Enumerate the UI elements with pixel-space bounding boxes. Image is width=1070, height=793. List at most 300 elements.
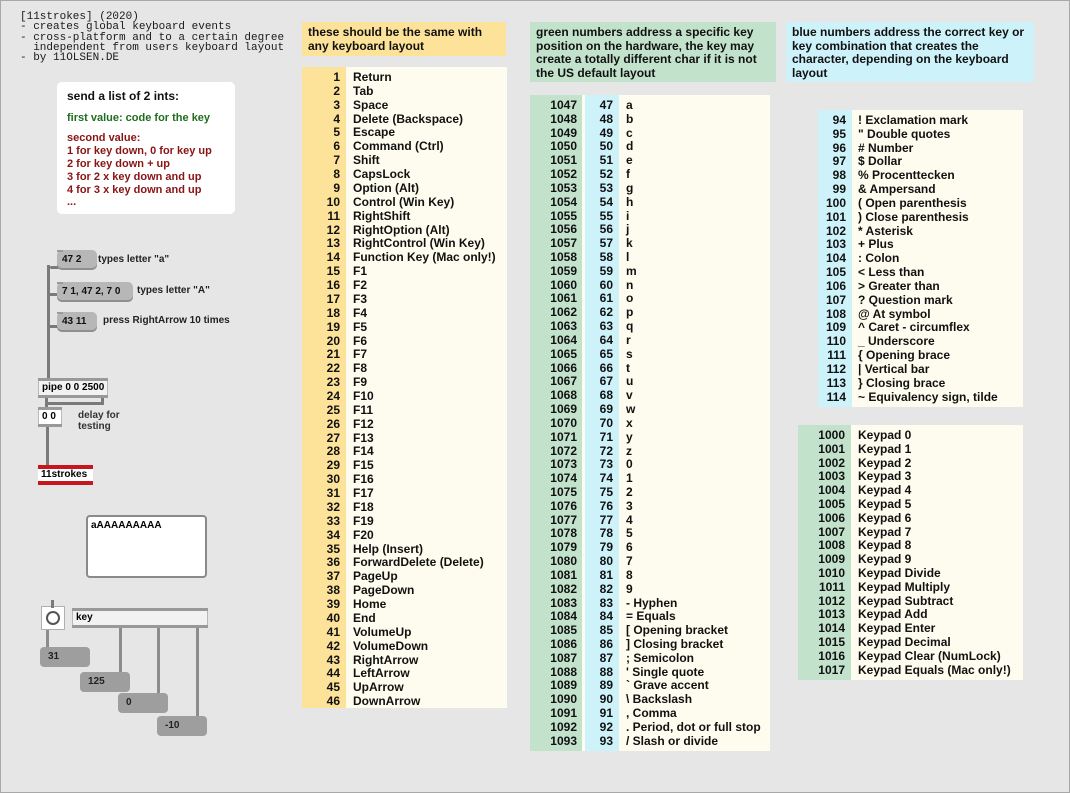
green-character: a (626, 98, 633, 112)
green-row (530, 526, 770, 540)
yellow-label: Return (353, 70, 392, 84)
green-row (530, 678, 770, 692)
green-row (530, 333, 770, 347)
green-row (530, 485, 770, 499)
green-character: 7 (626, 554, 633, 569)
blue-row (818, 141, 1023, 155)
info-second-line: 3 for 2 x key down and up (67, 171, 202, 183)
green-layout-code: 66 (599, 360, 613, 375)
yellow-label: RightArrow (353, 652, 419, 667)
green-character: s (626, 346, 633, 361)
inlet-bar (38, 407, 62, 410)
yellow-label: F15 (353, 458, 374, 473)
blue-code: 110 (826, 334, 846, 349)
yellow-label: F2 (353, 278, 368, 293)
keypad-label: Keypad 0 (858, 428, 912, 442)
blue-row (818, 320, 1023, 334)
blue-character: | Vertical bar (858, 361, 930, 376)
green-row (530, 582, 770, 596)
green-layout-code: 75 (599, 484, 613, 499)
green-character: 3 (626, 498, 633, 513)
yellow-row (302, 167, 507, 181)
blue-code: 106 (825, 278, 846, 293)
green-layout-code: 50 (599, 139, 613, 154)
blue-character: + Plus (858, 237, 894, 252)
green-hardware-code: 1062 (550, 305, 577, 320)
green-layout-code: 81 (599, 567, 613, 582)
blue-row (818, 334, 1023, 348)
inlet-bar (72, 608, 208, 611)
blue-character: ~ Equivalency sign, tilde (858, 389, 998, 404)
yellow-row (302, 98, 507, 112)
green-layout-code: 60 (599, 277, 613, 292)
green-character: f (626, 167, 630, 182)
green-layout-code: 53 (599, 180, 613, 195)
green-layout-code: 74 (599, 471, 613, 486)
yellow-label: F3 (353, 291, 368, 306)
yellow-code: 45 (326, 680, 340, 695)
yellow-label: Space (353, 97, 389, 112)
blue-character: * Asterisk (858, 223, 913, 238)
green-hardware-code: 1063 (550, 319, 577, 334)
info-title: send a list of 2 ints: (67, 89, 180, 103)
green-hardware-code: 1076 (550, 498, 577, 513)
yellow-label: F18 (353, 499, 374, 514)
green-hardware-code: 1050 (550, 139, 577, 154)
yellow-label: F14 (353, 444, 374, 459)
pipe-object[interactable] (38, 380, 108, 396)
keypad-row (798, 552, 1023, 566)
blue-character: } Closing brace (858, 375, 946, 390)
keypad-code: 1012 (818, 593, 845, 608)
yellow-code: 18 (326, 305, 340, 320)
yellow-code: 32 (326, 499, 340, 514)
yellow-code: 44 (326, 666, 340, 681)
toggle-button[interactable] (41, 606, 65, 630)
blue-code: 94 (832, 113, 846, 127)
yellow-label: F8 (353, 361, 368, 376)
green-layout-code: 89 (599, 678, 613, 693)
green-layout-code: 80 (599, 554, 613, 569)
yellow-label: End (353, 610, 376, 625)
green-character: z (626, 443, 632, 458)
patch-cord (196, 622, 199, 718)
keypad-row (798, 607, 1023, 621)
info-second-line: ... (67, 196, 77, 208)
green-row (530, 222, 770, 236)
green-hardware-code: 1061 (550, 291, 577, 306)
keypad-row (798, 483, 1023, 497)
blue-row (818, 196, 1023, 210)
yellow-label: Delete (Backspace) (353, 111, 464, 126)
green-row (530, 430, 770, 444)
green-row (530, 554, 770, 568)
green-hardware-code: 1085 (550, 623, 577, 638)
yellow-code: 2 (333, 83, 340, 98)
header-line: - by 11OLSEN.DE (20, 52, 120, 65)
green-layout-code: 92 (599, 719, 613, 734)
keypad-row (798, 594, 1023, 608)
keypad-row (798, 621, 1023, 635)
green-layout-code: 86 (599, 636, 613, 651)
keypad-label: Keypad 5 (858, 497, 912, 511)
yellow-code: 25 (326, 402, 340, 417)
green-row (530, 734, 770, 748)
yellow-code: 15 (326, 264, 340, 279)
patch-cord (46, 424, 49, 466)
yellow-label: F11 (353, 402, 374, 417)
yellow-row (302, 236, 507, 250)
green-layout-code: 73 (599, 457, 613, 472)
green-row (530, 181, 770, 195)
blue-character: " Double quotes (858, 126, 951, 141)
green-character: p (626, 305, 634, 320)
header-line: - cross-platform and to a certain degree (20, 31, 285, 44)
yellow-row (302, 417, 507, 431)
green-character: m (626, 263, 637, 278)
green-row (530, 112, 770, 126)
message-comment: press RightArrow 10 times (103, 315, 230, 326)
green-character: = Equals (626, 609, 676, 624)
strokes-object[interactable] (38, 465, 93, 485)
green-character: \ Backslash (626, 692, 693, 707)
green-character: t (626, 360, 630, 375)
keypad-row (798, 497, 1023, 511)
keypad-code: 1006 (818, 510, 845, 525)
yellow-label: F10 (353, 389, 374, 403)
green-row (530, 374, 770, 388)
keypad-code: 1013 (818, 607, 845, 622)
green-hardware-code: 1068 (550, 388, 577, 403)
green-hardware-code: 1079 (550, 540, 577, 555)
green-character: u (626, 374, 634, 389)
green-row (530, 209, 770, 223)
outlet-bar (72, 625, 208, 628)
keypad-row (798, 566, 1023, 580)
green-character: 9 (626, 581, 633, 596)
number-box-key[interactable]: 31 (40, 647, 90, 667)
yellow-label: Help (Insert) (353, 541, 424, 556)
blue-code: 95 (832, 126, 846, 141)
green-row (530, 637, 770, 651)
green-hardware-code: 1072 (550, 443, 577, 458)
green-layout-code: 61 (599, 291, 613, 306)
green-layout-code: 48 (599, 111, 613, 126)
message-box-47-2[interactable]: 47 2 (57, 250, 97, 270)
green-character: k (626, 236, 633, 251)
blue-code: 113 (826, 375, 846, 390)
green-layout-code: 54 (599, 194, 613, 209)
green-layout-code: 59 (599, 263, 613, 278)
green-character: 8 (626, 567, 633, 582)
keypad-label: Keypad Subtract (858, 593, 954, 608)
blue-row (818, 224, 1023, 238)
yellow-code: 17 (326, 291, 340, 306)
yellow-code: 39 (326, 597, 340, 612)
blue-header: blue numbers address the correct key or key combination that creates the character, depending on the keyboard layout (786, 22, 1034, 82)
green-hardware-code: 1080 (550, 554, 577, 569)
green-hardware-code: 1081 (550, 567, 577, 582)
yellow-label: VolumeDown (353, 638, 429, 653)
number-box-character[interactable]: -10 (157, 716, 207, 736)
green-row (530, 540, 770, 554)
green-layout-code: 84 (599, 609, 613, 624)
yellow-row (302, 112, 507, 126)
yellow-row (302, 223, 507, 237)
blue-character: $ Dollar (858, 154, 903, 169)
yellow-row (302, 320, 507, 334)
green-hardware-code: 1052 (550, 167, 577, 182)
green-row (530, 361, 770, 375)
green-character: v (626, 388, 633, 403)
yellow-code: 34 (326, 527, 340, 542)
green-row (530, 278, 770, 292)
yellow-row (302, 597, 507, 611)
blue-code: 114 (826, 389, 846, 404)
green-character: i (626, 208, 630, 223)
green-character: 0 (626, 457, 633, 472)
green-row (530, 720, 770, 734)
yellow-code: 10 (326, 194, 340, 209)
blue-code: 107 (825, 292, 846, 307)
yellow-label: Shift (353, 153, 380, 168)
info-second-title: second value: (67, 132, 141, 144)
yellow-code: 3 (333, 97, 340, 112)
blue-code: 102 (825, 223, 846, 238)
green-character: - Hyphen (626, 595, 678, 610)
keypad-row (798, 456, 1023, 470)
yellow-label: ForwardDelete (Delete) (353, 555, 484, 570)
yellow-code: 28 (326, 444, 340, 459)
green-row (530, 305, 770, 319)
yellow-row (302, 403, 507, 417)
green-character: l (626, 250, 630, 265)
green-hardware-code: 1049 (550, 125, 577, 140)
yellow-code: 43 (326, 652, 340, 667)
green-hardware-code: 1067 (550, 374, 577, 389)
keypad-code: 1007 (818, 524, 845, 539)
strokes-label: 11strokes (41, 469, 88, 480)
green-layout-code: 64 (599, 332, 613, 347)
green-row (530, 153, 770, 167)
yellow-code: 22 (326, 361, 340, 376)
green-layout-code: 52 (599, 167, 613, 182)
yellow-header: these should be the same with any keyboard layout (302, 22, 506, 56)
green-hardware-code: 1083 (550, 595, 577, 610)
blue-row (818, 348, 1023, 362)
green-hardware-code: 1078 (550, 526, 577, 541)
keypad-panel (798, 425, 1023, 680)
yellow-code: 12 (326, 222, 340, 237)
green-character: n (626, 277, 634, 292)
green-layout-code: 47 (599, 98, 613, 112)
blue-row (818, 168, 1023, 182)
green-hardware-code: 1070 (550, 415, 577, 430)
green-hardware-code: 1089 (550, 678, 577, 693)
green-hardware-code: 1060 (550, 277, 577, 292)
green-character: r (626, 332, 631, 347)
green-character: 5 (626, 526, 633, 541)
toggle-circle-icon (46, 611, 60, 625)
green-layout-code: 58 (599, 250, 613, 265)
keypad-label: Keypad Clear (NumLock) (858, 648, 1001, 663)
green-character: [ Opening bracket (626, 623, 729, 638)
yellow-row (302, 195, 507, 209)
keypad-code: 1004 (818, 483, 845, 498)
green-character: 6 (626, 540, 633, 555)
key-object[interactable] (72, 610, 208, 626)
yellow-row (302, 625, 507, 639)
message-comment: types letter "a" (98, 254, 170, 265)
number-box-keycode[interactable]: 125 (80, 672, 130, 692)
delay-message[interactable] (38, 409, 62, 425)
yellow-row (302, 500, 507, 514)
green-hardware-code: 1075 (550, 484, 577, 499)
green-hardware-code: 1064 (550, 332, 577, 347)
blue-panel (818, 110, 1023, 407)
yellow-label: RightOption (Alt) (353, 222, 450, 237)
yellow-label: F12 (353, 416, 374, 431)
yellow-code: 46 (326, 694, 340, 709)
yellow-row (302, 555, 507, 569)
green-layout-code: 69 (599, 402, 613, 417)
green-hardware-code: 1066 (550, 360, 577, 375)
blue-row (818, 265, 1023, 279)
keypad-row (798, 469, 1023, 483)
blue-character: ^ Caret - circumflex (858, 320, 970, 335)
yellow-code: 37 (326, 569, 340, 584)
keypad-label: Keypad 7 (858, 524, 912, 539)
keypad-code: 1017 (818, 662, 845, 677)
blue-character: : Colon (858, 251, 900, 266)
keypad-row (798, 580, 1023, 594)
green-character: 2 (626, 484, 633, 499)
yellow-code: 38 (326, 583, 340, 598)
green-character: ; Semicolon (626, 650, 695, 665)
green-hardware-code: 1069 (550, 402, 577, 417)
green-character: e (626, 153, 633, 168)
yellow-label: CapsLock (353, 167, 411, 182)
yellow-code: 5 (333, 125, 340, 140)
green-layout-code: 57 (599, 236, 613, 251)
yellow-label: F5 (353, 319, 368, 334)
yellow-label: LeftArrow (353, 666, 410, 681)
blue-code: 101 (825, 209, 846, 224)
blue-code: 104 (825, 251, 846, 266)
keypad-row (798, 525, 1023, 539)
green-hardware-code: 1084 (550, 609, 577, 624)
green-layout-code: 56 (599, 222, 613, 237)
blue-code: 96 (832, 140, 846, 155)
green-character: / Slash or divide (626, 733, 719, 748)
green-layout-code: 70 (599, 415, 613, 430)
info-first-value: first value: code for the key (67, 112, 211, 124)
number-box-modifiers[interactable]: 0 (118, 693, 168, 713)
yellow-label: PageUp (353, 569, 398, 584)
green-layout-code: 79 (599, 540, 613, 555)
green-hardware-code: 1077 (550, 512, 577, 527)
yellow-code: 11 (327, 208, 340, 223)
yellow-label: F7 (353, 347, 368, 362)
yellow-code: 29 (326, 458, 340, 473)
yellow-code: 16 (326, 278, 340, 293)
blue-code: 97 (832, 154, 846, 169)
header-line: independent from users keyboard layout (20, 41, 285, 54)
green-layout-code: 82 (599, 581, 613, 596)
green-hardware-code: 1086 (550, 636, 577, 651)
yellow-row (302, 542, 507, 556)
delay-comment (78, 410, 120, 432)
yellow-label: PageDown (353, 583, 415, 598)
green-hardware-code: 1057 (550, 236, 577, 251)
blue-character: # Number (858, 140, 914, 155)
green-hardware-code: 1071 (550, 429, 577, 444)
keypad-label: Keypad 3 (858, 469, 912, 484)
green-row (530, 236, 770, 250)
patch-cord (48, 402, 102, 405)
green-character: h (626, 194, 634, 209)
yellow-label: Command (Ctrl) (353, 139, 444, 154)
green-character: o (626, 291, 634, 306)
green-hardware-code: 1074 (550, 471, 577, 486)
yellow-row (302, 209, 507, 223)
green-row (530, 347, 770, 361)
green-layout-code: 87 (599, 650, 613, 665)
yellow-row (302, 84, 507, 98)
yellow-code: 1 (333, 70, 340, 84)
blue-character: ) Close parenthesis (858, 209, 969, 224)
green-character: q (626, 319, 634, 334)
outlet-bar (38, 395, 108, 398)
green-hardware-code: 1093 (550, 733, 577, 748)
green-layout-code: 62 (599, 305, 613, 320)
green-header: green numbers address a specific key position on the hardware, the key may create a totally different char if it is not the US default layout (530, 22, 776, 82)
header-line: - creates global keyboard events (20, 21, 232, 34)
keypad-label: Keypad Add (858, 607, 928, 622)
keypad-label: Keypad 2 (858, 455, 912, 470)
blue-character: > Greater than (858, 278, 940, 293)
message-box-43-11[interactable]: 43 11 (57, 312, 97, 332)
blue-character: < Less than (858, 265, 925, 280)
info-second-line: 2 for key down + up (67, 158, 170, 170)
yellow-label: Option (Alt) (353, 180, 419, 195)
green-row (530, 126, 770, 140)
yellow-code: 19 (326, 319, 340, 334)
yellow-panel (302, 67, 507, 708)
green-row (530, 250, 770, 264)
info-box (57, 82, 235, 214)
keypad-code: 1005 (818, 497, 845, 511)
message-box-shift-a[interactable]: 7 1, 47 2, 7 0 (57, 282, 133, 302)
yellow-code: 33 (326, 513, 340, 528)
green-character: 1 (626, 471, 633, 486)
green-layout-code: 65 (599, 346, 613, 361)
keypad-label: Keypad Multiply (858, 579, 951, 594)
yellow-label: F9 (353, 375, 368, 390)
text-edit[interactable] (86, 515, 207, 578)
blue-row (818, 362, 1023, 376)
inlet-bar (38, 378, 108, 381)
yellow-row (302, 472, 507, 486)
green-character: ` Grave accent (626, 678, 709, 693)
yellow-row (302, 278, 507, 292)
yellow-row (302, 139, 507, 153)
green-character: . Period, dot or full stop (626, 719, 761, 734)
green-layout-code: 71 (599, 429, 613, 444)
keypad-code: 1009 (818, 552, 845, 567)
yellow-row (302, 361, 507, 375)
keypad-label: Keypad Divide (858, 566, 941, 580)
